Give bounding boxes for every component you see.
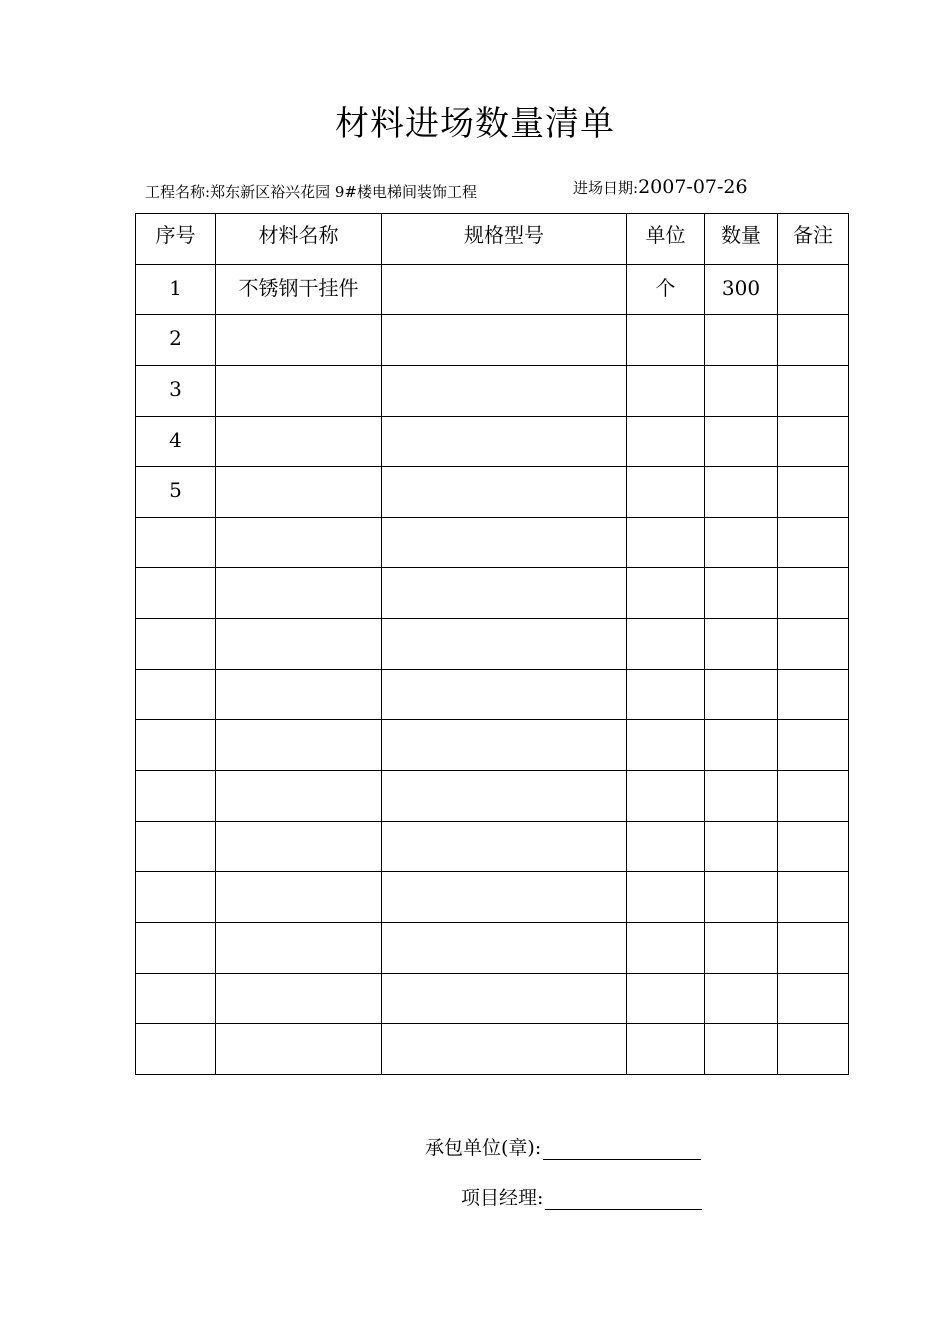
table-cell: 不锈钢干挂件 (216, 264, 382, 315)
table-cell (382, 821, 627, 872)
table-cell (382, 416, 627, 467)
table-cell (627, 416, 705, 467)
table-cell (778, 568, 849, 619)
project-label: 工程名称: (145, 183, 211, 201)
date-label: 进场日期: (573, 179, 639, 197)
table-cell (627, 771, 705, 822)
table-cell (382, 872, 627, 923)
table-row (136, 821, 849, 872)
table-cell (627, 973, 705, 1024)
table-cell (382, 669, 627, 720)
table-row (136, 771, 849, 822)
table-cell (705, 922, 778, 973)
table-cell (705, 872, 778, 923)
table-cell (705, 416, 778, 467)
table-row (136, 568, 849, 619)
table-cell: 2 (136, 315, 216, 366)
table-cell (136, 821, 216, 872)
table-cell (705, 568, 778, 619)
table-cell (705, 973, 778, 1024)
table-cell (136, 922, 216, 973)
table-cell (778, 467, 849, 518)
table-cell (216, 568, 382, 619)
table-cell: 300 (705, 264, 778, 315)
column-header: 材料名称 (216, 214, 382, 265)
table-cell (136, 720, 216, 771)
table-cell (627, 821, 705, 872)
contractor-signature (425, 1136, 701, 1160)
table-cell (705, 315, 778, 366)
table-cell (216, 720, 382, 771)
project-name: 郑东新区裕兴花园 9#楼电梯间装饰工程 (210, 183, 477, 201)
table-cell (382, 365, 627, 416)
table-cell (627, 467, 705, 518)
table-cell (382, 619, 627, 670)
contractor-label: 承包单位(章): (425, 1137, 542, 1159)
table-cell (705, 821, 778, 872)
table-cell (216, 821, 382, 872)
table-row (136, 922, 849, 973)
table-cell (382, 720, 627, 771)
table-cell (778, 973, 849, 1024)
table-cell (627, 720, 705, 771)
table-cell: 5 (136, 467, 216, 518)
table-cell (705, 669, 778, 720)
manager-label: 项目经理: (461, 1187, 544, 1209)
table-cell (216, 467, 382, 518)
table-cell (136, 973, 216, 1024)
table-row (136, 416, 849, 467)
table-cell (136, 771, 216, 822)
table-header-row (136, 214, 849, 265)
table-cell (382, 264, 627, 315)
table-cell (705, 1024, 778, 1075)
table-row (136, 973, 849, 1024)
table-cell (627, 669, 705, 720)
table-cell (136, 1024, 216, 1075)
table-cell (778, 365, 849, 416)
table-row (136, 315, 849, 366)
table-row (136, 720, 849, 771)
table-cell (216, 1024, 382, 1075)
table-cell (627, 1024, 705, 1075)
table-cell (216, 973, 382, 1024)
date-value: 2007-07-26 (638, 176, 748, 198)
table-cell: 4 (136, 416, 216, 467)
table-cell (778, 1024, 849, 1075)
table-row (136, 467, 849, 518)
table-cell: 个 (627, 264, 705, 315)
column-header: 规格型号 (382, 214, 627, 265)
table-cell (382, 568, 627, 619)
table-cell (778, 416, 849, 467)
table-cell (627, 517, 705, 568)
table-cell (778, 720, 849, 771)
table-cell (216, 315, 382, 366)
table-cell (778, 264, 849, 315)
table-cell (136, 517, 216, 568)
table-cell (778, 821, 849, 872)
manager-signature-line (545, 1189, 702, 1210)
table-cell (778, 771, 849, 822)
table-cell (216, 416, 382, 467)
table-cell (778, 619, 849, 670)
table-cell (382, 1024, 627, 1075)
table-cell (216, 922, 382, 973)
contractor-signature-line (543, 1139, 701, 1160)
table-cell (136, 669, 216, 720)
table-cell (778, 315, 849, 366)
table-cell (705, 720, 778, 771)
column-header: 序号 (136, 214, 216, 265)
table-cell (136, 568, 216, 619)
materials-table (135, 213, 849, 1075)
table-cell (778, 669, 849, 720)
table-cell (705, 467, 778, 518)
table-cell (216, 517, 382, 568)
table-cell (627, 568, 705, 619)
table-cell (627, 365, 705, 416)
table-cell (705, 517, 778, 568)
table-cell (627, 315, 705, 366)
table-cell (627, 922, 705, 973)
table-cell (778, 922, 849, 973)
table-cell (216, 669, 382, 720)
table-cell (216, 872, 382, 923)
table-cell (778, 872, 849, 923)
page-title: 材料进场数量清单 (335, 104, 615, 144)
table-row (136, 669, 849, 720)
table-cell (382, 517, 627, 568)
table-cell: 3 (136, 365, 216, 416)
table-cell (382, 467, 627, 518)
table-cell (382, 771, 627, 822)
table-cell (382, 315, 627, 366)
column-header: 备注 (778, 214, 849, 265)
column-header: 单位 (627, 214, 705, 265)
table-row (136, 1024, 849, 1075)
table-body (136, 264, 849, 1074)
table-cell (136, 872, 216, 923)
table-row (136, 872, 849, 923)
table-cell (216, 771, 382, 822)
table-cell (627, 872, 705, 923)
entry-date-info (573, 176, 748, 206)
table-cell (705, 365, 778, 416)
table-cell (382, 973, 627, 1024)
table-row (136, 264, 849, 315)
table-row (136, 517, 849, 568)
table-cell (216, 619, 382, 670)
table-row (136, 365, 849, 416)
table-cell (778, 517, 849, 568)
table-cell (705, 771, 778, 822)
table-cell (216, 365, 382, 416)
table-cell (136, 619, 216, 670)
table-cell (382, 922, 627, 973)
table-cell (705, 619, 778, 670)
column-header: 数量 (705, 214, 778, 265)
table-cell (627, 619, 705, 670)
table-row (136, 619, 849, 670)
table-cell: 1 (136, 264, 216, 315)
project-info (145, 181, 477, 211)
manager-signature (461, 1186, 702, 1210)
